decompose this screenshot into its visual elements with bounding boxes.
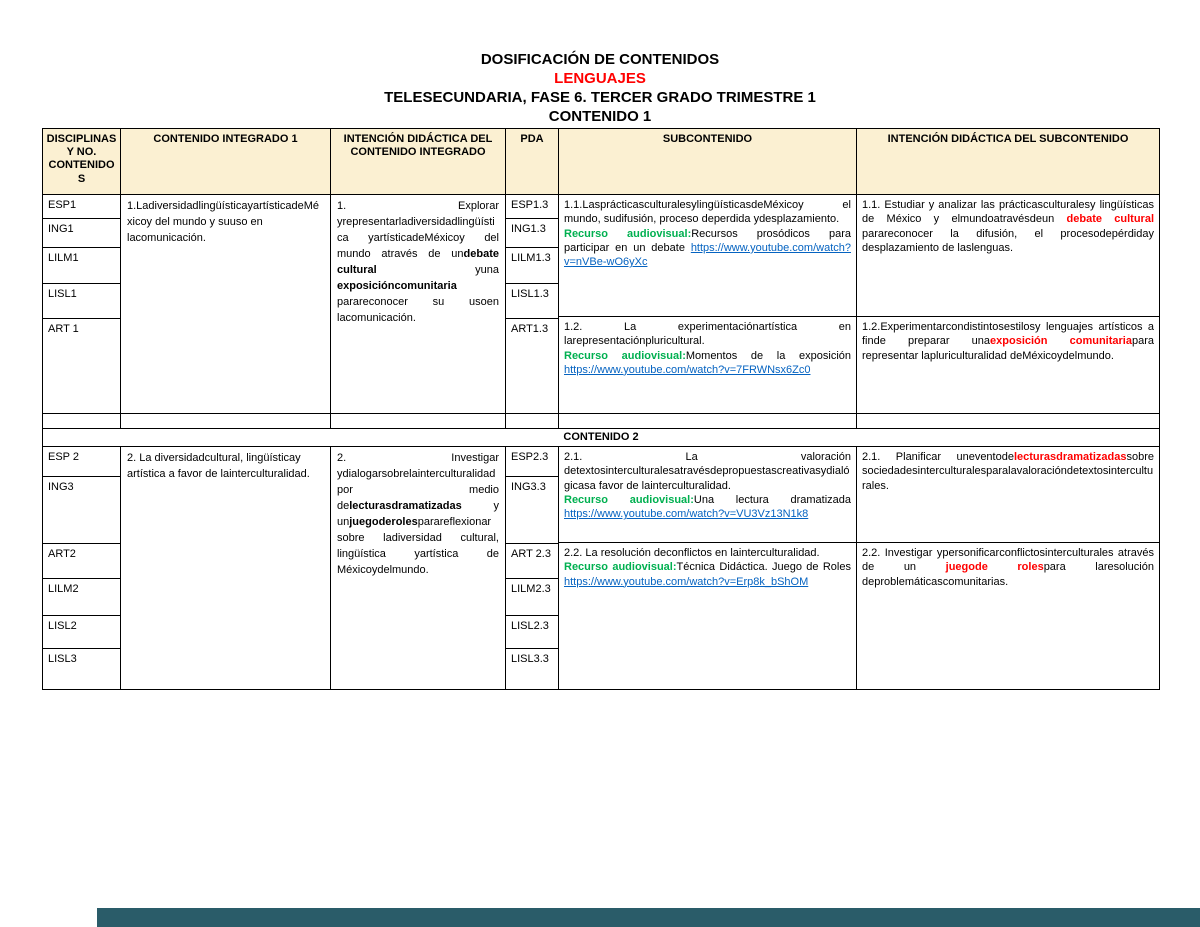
pda-lilm2-3: LILM2.3	[506, 579, 558, 616]
contenido-2-divider: CONTENIDO 2	[43, 429, 1159, 447]
discipline-lisl1: LISL1	[43, 284, 120, 319]
pda-lisl3-3: LISL3.3	[511, 653, 549, 665]
youtube-link-1-1[interactable]: https://www.youtube.com/watch?v=nVBe-wO6yXc	[564, 241, 851, 269]
col-header-intencion-subcontenido: INTENCIÓN DIDÁCTICA DEL SUBCONTENIDO	[887, 133, 1129, 145]
discipline-lilm1: LILM1	[43, 248, 120, 284]
intencion-contenido-1: 1. Explorar yrepresentarladiversidadlingüística yartísticadeMéxicoy del mundo através de undebate cultural yuna exposicióncomunitaria parareconocer su usoen lacomunicación.	[331, 195, 506, 413]
subcontenido-2-2: 2.2. La resolución deconflictos en lainterculturalidad. Recurso audiovisual:Técnica Didáctica. Juego de Roles https://www.youtube.com/watch?v=Erp8k_bShOM	[564, 547, 851, 588]
intencion-1-text: 1. Explorar yrepresentarladiversidadlingüística yartísticadeMéxicoy del mundo através de un	[337, 200, 499, 260]
pda-column-2	[506, 447, 559, 689]
pda-esp1-3: ESP1.3	[506, 195, 558, 219]
table-header-row	[43, 129, 1159, 195]
pda-esp2-3: ESP2.3	[506, 447, 558, 477]
intencion-2-bold-lecturas: lecturasdramatizadas	[349, 499, 462, 512]
intencion-sub-2-1: 2.1. Planificar uneventodelecturasdramatizadassobre sociedadesinterculturalesparalavaloracióndetextosinterculturales.	[857, 447, 1159, 543]
intencion-sub-column-2	[857, 447, 1159, 689]
disciplines-column-1	[43, 195, 121, 413]
intencion-contenido-2: 2. Investigar ydialogarsobrelainterculturalidadpor medio delecturasdramatizadas y unjuegoderolesparareflexionar sobre ladiversidad cultural, lingüística yartística de Méxicoydelmundo.	[331, 447, 506, 689]
document-title-block	[0, 50, 1200, 126]
highlight-juego-de-roles: juegode roles	[945, 561, 1044, 574]
intencion-sub-1-1: 1.1. Estudiar y analizar las prácticasculturalesy lingüísticas de México y elmundoatravésdeun debate cultural parareconocer la difusión, el procesodepérdiday desplazamiento de laslenguas.	[857, 195, 1159, 317]
subcontenido-column-1	[559, 195, 857, 413]
youtube-link-1-2[interactable]: https://www.youtube.com/watch?v=7FRWNsx6Zc0	[564, 363, 811, 376]
disciplines-column-2	[43, 447, 121, 689]
discipline-ing1: ING1	[43, 219, 120, 248]
pda-ing3-3: ING3.3	[506, 477, 558, 544]
discipline-esp2: ESP 2	[43, 447, 120, 477]
recurso-audiovisual-label: Recurso audiovisual:	[564, 349, 686, 362]
discipline-lisl3: LISL3	[48, 653, 77, 665]
col-header-subcontenido: SUBCONTENIDO	[559, 129, 857, 194]
discipline-art1: ART 1	[48, 323, 79, 335]
col-header-disciplinas: DISCIPLINAS Y NO. CONTENIDOS	[43, 129, 121, 194]
contenido-1-section	[43, 195, 1159, 414]
col-header-intencion-contenido: INTENCIÓN DIDÁCTICA DEL CONTENIDO INTEGRADO	[331, 129, 506, 194]
recurso-audiovisual-label: Recurso audiovisual:	[564, 493, 694, 506]
pda-art2-3: ART 2.3	[506, 544, 558, 579]
highlight-debate-cultural: debate cultural	[1066, 213, 1154, 226]
document-subject: LENGUAJES	[554, 70, 646, 87]
intencion-sub-1-2: 1.2.Experimentarcondistintosestilosy lenguajes artísticos a finde preparar unaexposición comunitariapara representar lapluriculturalidad deMéxicoydelmundo.	[862, 321, 1154, 362]
bottom-bar	[97, 908, 1200, 927]
discipline-ing3: ING3	[43, 477, 120, 544]
contenido-1-label: CONTENIDO 1	[548, 108, 652, 125]
youtube-link-2-2[interactable]: https://www.youtube.com/watch?v=Erp8k_bShOM	[564, 575, 809, 588]
contenido-integrado-1: 1.LadiversidadlingüísticayartísticadeMéxicoy del mundo y suuso en lacomunicación.	[121, 195, 331, 413]
subcontenido-2-1: 2.1. La valoración detextosinterculturalesatravésdepropuestascreativasydialógicasa favor de lainterculturalidad. Recurso audiovisual:Una lectura dramatizada https://www.youtube.com/watch?v=VU3Vz13N1k8	[559, 447, 856, 543]
discipline-lilm2: LILM2	[43, 579, 120, 616]
intencion-1-bold-debate: debate cultural	[337, 247, 499, 276]
discipline-art2: ART2	[43, 544, 120, 579]
empty-strip-row	[43, 414, 1159, 429]
recurso-audiovisual-label: Recurso audiovisual:	[564, 561, 677, 574]
subcontenido-1-2: 1.2. La experimentaciónartística en larepresentaciónpluricultural. Recurso audiovisual:Momentos de la exposición https://www.youtube.com/watch?v=7FRWNsx6Zc0	[564, 321, 851, 376]
intencion-sub-column-1	[857, 195, 1159, 413]
highlight-exposicion-comunitaria: exposición comunitaria	[990, 335, 1132, 348]
intencion-sub-2-2: 2.2. Investigar ypersonificarconflictosinterculturales através de un juegode rolespara laresolución deproblemáticascomunitarias.	[862, 547, 1154, 588]
subcontenido-column-2	[559, 447, 857, 689]
pda-lilm1-3: LILM1.3	[506, 248, 558, 284]
discipline-esp1: ESP1	[43, 195, 120, 219]
recurso-audiovisual-label: Recurso audiovisual:	[564, 227, 692, 240]
pda-column-1	[506, 195, 559, 413]
pda-ing1-3: ING1.3	[506, 219, 558, 248]
document-subtitle: TELESECUNDARIA, FASE 6. TERCER GRADO TRIMESTRE 1	[384, 89, 816, 106]
subcontenido-1-1: 1.1.LasprácticasculturalesylingüísticasdeMéxicoy el mundo, sudifusión, proceso deperdida ydesplazamiento. Recurso audiovisual:Recursos prosódicos para participar en un debate https://www.youtube.com/watch?v=nVBe-wO6yXc	[559, 195, 856, 317]
col-header-pda: PDA	[506, 129, 559, 194]
col-header-contenido-integrado: CONTENIDO INTEGRADO 1	[121, 129, 331, 194]
contenido-2-section	[43, 447, 1159, 689]
dosificacion-table	[42, 128, 1160, 690]
document-title: DOSIFICACIÓN DE CONTENIDOS	[480, 51, 720, 68]
youtube-link-2-1[interactable]: https://www.youtube.com/watch?v=VU3Vz13N1k8	[564, 508, 809, 521]
pda-lisl1-3: LISL1.3	[506, 284, 558, 319]
intencion-1-bold-exposicion: exposicióncomunitaria	[337, 279, 457, 292]
pda-lisl2-3: LISL2.3	[506, 616, 558, 649]
highlight-lecturas-dramatizadas: lecturasdramatizadas	[1013, 451, 1127, 463]
intencion-2-bold-juego: juegoderoles	[349, 515, 418, 528]
discipline-lisl2: LISL2	[43, 616, 120, 649]
contenido-integrado-2: 2. La diversidadcultural, lingüísticay artística a favor de lainterculturalidad.	[121, 447, 331, 689]
pda-art1-3: ART1.3	[511, 323, 549, 335]
